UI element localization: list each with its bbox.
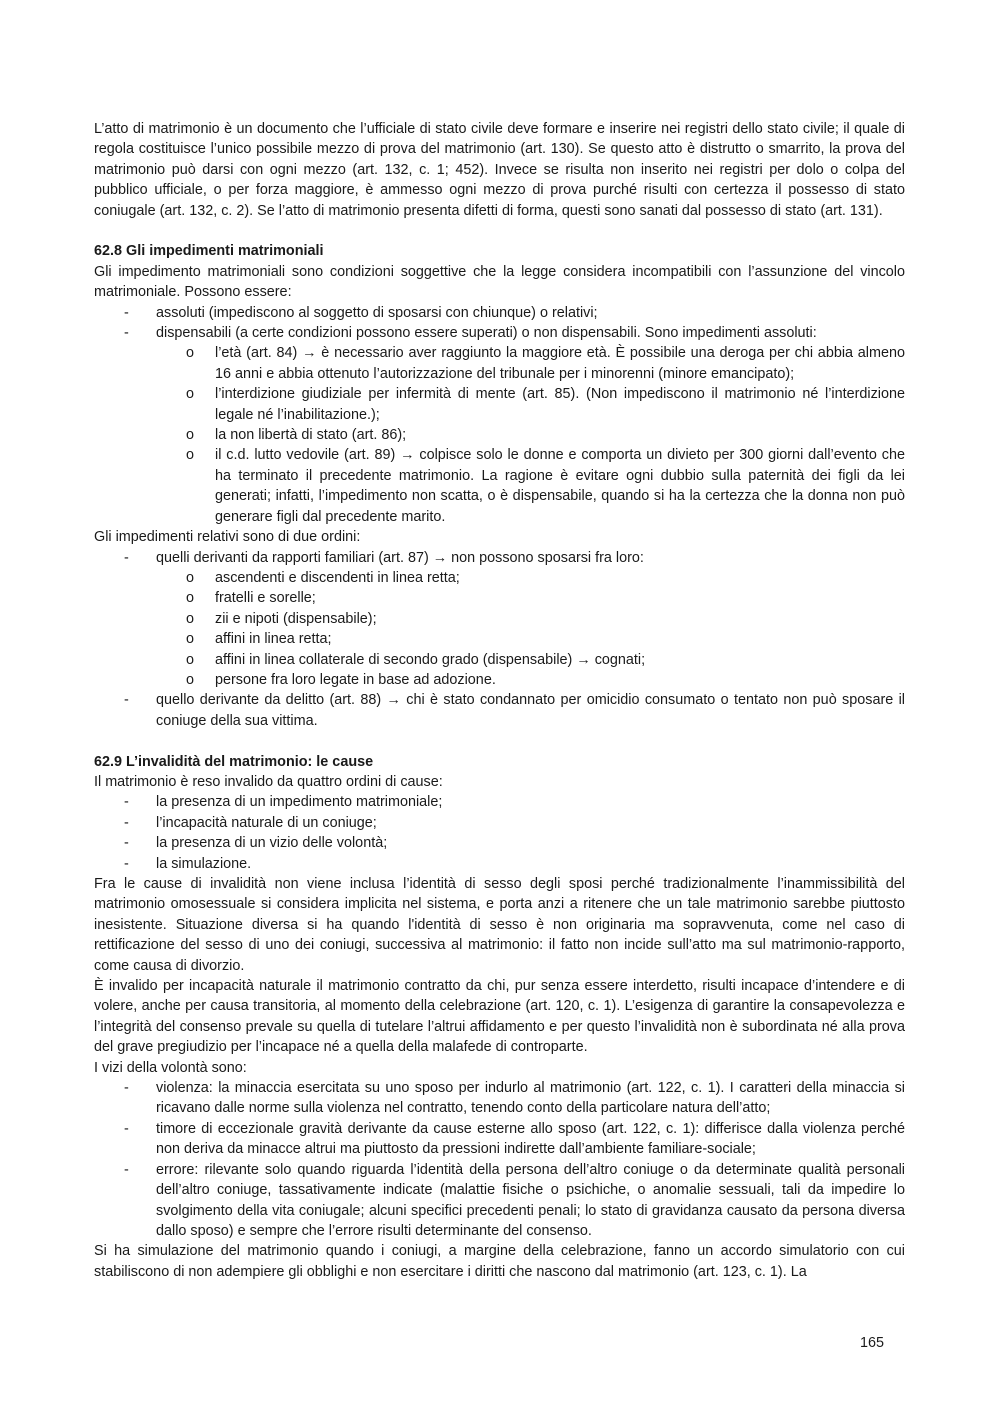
list-item: - la presenza di un vizio delle volontà; — [124, 835, 388, 852]
bullet-list — [94, 548, 905, 732]
list-item: - l’incapacità naturale di un coniuge; — [124, 814, 377, 831]
sub-list-item: o affini in linea retta; — [186, 631, 332, 648]
list-item: - timore di eccezionale gravità derivante da cause esterne allo sposo (art. 122, c. 1): differisce dalla violenza perché non deriva da minacce altrui ma piuttosto da pressioni indirette dall’ambiente familiare-sociale; — [124, 1120, 905, 1158]
paragraph: Gli impedimento matrimoniali sono condizioni soggettive che la legge considera incompatibili con l’assunzione del vincolo matrimoniale. Possono essere: — [94, 263, 905, 301]
list-item: - assoluti (impediscono al soggetto di sposarsi con chiunque) o relativi; — [124, 304, 598, 321]
sub-list-item: o l’interdizione giudiziale per infermità di mente (art. 85). (Non impediscono il matrimonio né l’interdizione legale né l’inabilitazione.); — [186, 386, 905, 423]
bullet-list — [94, 303, 905, 527]
list-item: - la presenza di un impedimento matrimoniale; — [124, 794, 443, 811]
paragraph: I vizi della volontà sono: — [94, 1059, 247, 1076]
paragraph: Si ha simulazione del matrimonio quando i coniugi, a margine della celebrazione, fanno un accordo simulatorio con cui stabiliscono di non adempiere gli obblighi e non esercitare i diritti che nascono dal matrimonio (art. 123, c. 1). La — [94, 1243, 905, 1280]
paragraph: È invalido per incapacità naturale il matrimonio contratto da chi, pur senza essere interdetto, risulti incapace d’intendere e di volere, anche per causa transitoria, al momento della celebrazione (art. 120, c. 1). L’esigenza di garantire la consapevolezza e l’integrità del consenso prevale su quella di tutelare l’altrui affidamento e per questo l’invalidità non è subordinata né alla prova del grave pregiudizio per l’incapace né a quella della malafede di controparte. — [94, 978, 905, 1056]
list-item: - quelli derivanti da rapporti familiari (art. 87) → non possono sposarsi fra loro: o ascendenti e discendenti in linea retta; o fratelli e sorelle; o zii e nipoti (dispensabile); o affini in linea retta; o affini in linea collaterale di secondo grado (dispensabile) → cognati; o persone fra loro legate in base ad adozione. — [94, 548, 905, 691]
paragraph: Fra le cause di invalidità non viene inclusa l’identità di sesso degli sposi perché tradizionalmente l’inammissibilità del matrimonio omosessuale si considera implicita nel sistema, e porta anzi a ritenere che un tale matrimonio sarebbe piuttosto inesistente. Situazione diversa si ha quando l'identità di sesso è non originaria ma sopravvenuta, come nel caso di rettificazione del sesso di uno dei coniugi, successiva al matrimonio: il fatto non incide sull’atto ma sul matrimonio-rapporto, come causa di divorzio. — [94, 876, 905, 974]
paragraph: Gli impedimenti relativi sono di due ordini: — [94, 529, 361, 546]
list-item: - quello derivante da delitto (art. 88) → chi è stato condannato per omicidio consumato o tentato non può sposare il coniuge della sua vittima. — [124, 692, 905, 729]
sub-list — [156, 568, 905, 690]
page-number: 165 — [860, 1335, 885, 1351]
list-item: - dispensabili (a certe condizioni possono essere superati) o non dispensabili. Sono impedimenti assoluti: o l’età (art. 84) → è necessario aver raggiunto la maggiore età. È possibile una deroga per chi abbia almeno 16 anni e abbia ottenuto l’autorizzazione del tribunale per i minorenni (minore emancipato); o l’interdizione giudiziale per infermità di mente (art. 85). (Non impediscono il matrimonio né l’interdizione legale né l’inabilitazione.); o la non libertà di stato (art. 86); o il c.d. lutto vedovile (art. 89) → colpisce solo le donne e comporta un divieto per 300 giorni dall’evento che ha terminato il precedente matrimonio. La ragione è evitare ogni dubbio sulla paternità dei figli da lei generati; infatti, l’impedimento non scatta, o è dispensabile, quando si ha la certezza che la donna non può generare figli dal precedente marito. — [94, 323, 905, 527]
sub-list-item: o zii e nipoti (dispensabile); — [186, 610, 377, 627]
paragraph: Il matrimonio è reso invalido da quattro ordini di cause: — [94, 773, 443, 790]
list-item: - violenza: la minaccia esercitata su uno sposo per indurlo al matrimonio (art. 122, c. 1). I caratteri della minaccia si ricavano dalle norme sulla violenza nel contratto, tenendo conto della particolare natura dell’atto; — [124, 1080, 905, 1117]
list-item: - errore: rilevante solo quando riguarda l’identità della persona dell’altro coniuge o da determinate qualità personali dell’altro coniuge, tassativamente indicate (malattie fisiche o psichiche, o anomalie sessuali, tali da impedire lo svolgimento della vita coniugale; alcuni specifici precedenti penali; lo stato di gravidanza causato da persona diversa dallo sposo) e sempre che l’errore risulti determinante del consenso. — [124, 1161, 905, 1239]
sub-list-item: o l’età (art. 84) → è necessario aver raggiunto la maggiore età. È possibile una deroga per chi abbia almeno 16 anni e abbia ottenuto l’autorizzazione del tribunale per i minorenni (minore emancipato); — [186, 345, 905, 382]
section-heading: 62.9 L’invalidità del matrimonio: le cause — [94, 753, 374, 770]
list-item: - la simulazione. — [124, 855, 252, 872]
intro-paragraph: L’atto di matrimonio è un documento che l’ufficiale di stato civile deve formare e inserire nei registri dello stato civile; il quale di regola costituisce l’unico possibile mezzo di prova del matrimonio (art. 130). Se questo atto è distrutto o smarrito, la prova del matrimonio può darsi con ogni mezzo (art. 132, c. 1; 452). Invece se risulta non inserito nei registri per dolo o colpa del pubblico ufficiale, o per forza maggiore, è ammesso ogni mezzo di prova purché risulti con certezza il possesso di stato coniugale (art. 132, c. 2). Se l’atto di matrimonio presenta difetti di forma, questi sono sanati dal possesso di stato (art. 131). — [94, 121, 905, 219]
sub-list-item: o fratelli e sorelle; — [186, 590, 316, 607]
sub-list-item: o affini in linea collaterale di secondo grado (dispensabile) → cognati; — [186, 651, 646, 668]
section-heading: 62.8 Gli impedimenti matrimoniali — [94, 243, 324, 260]
sub-list-item: o la non libertà di stato (art. 86); — [186, 427, 407, 444]
bullet-list — [94, 792, 905, 874]
sub-list — [156, 343, 905, 527]
bullet-list — [94, 1078, 905, 1241]
sub-list-item: o persone fra loro legate in base ad adozione. — [186, 671, 496, 688]
sub-list-item: o il c.d. lutto vedovile (art. 89) → colpisce solo le donne e comporta un divieto per 300 giorni dall’evento che ha terminato il precedente matrimonio. La ragione è evitare ogni dubbio sulla paternità dei figli da lei generati; infatti, l’impedimento non scatta, o è dispensabile, quando si ha la certezza che la donna non può generare figli dal precedente marito. — [186, 447, 905, 525]
sub-list-item: o ascendenti e discendenti in linea retta; — [186, 569, 460, 586]
page-body — [94, 119, 905, 1282]
